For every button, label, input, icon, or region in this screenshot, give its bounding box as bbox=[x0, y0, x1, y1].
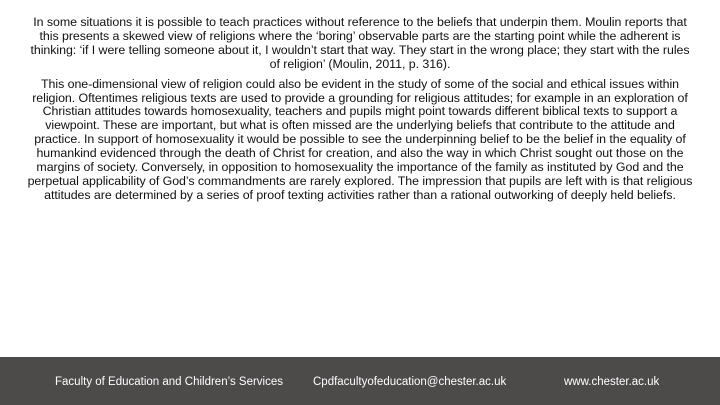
paragraph-practices-without-beliefs: In some situations it is possible to teach practices without reference to the beliefs that underpin them. Moulin reports that this presents a skewed view of religions where the ‘boring’ observable parts are the starting point while the adherent is thinking: ‘if I were telling someone about it, I wouldn’t start that way. They start in the wrong place; they start with the rules of religion’ (Moulin, 2011, p. 316). bbox=[30, 15, 690, 71]
slide-body bbox=[26, 16, 694, 209]
footer-bar bbox=[0, 357, 720, 405]
paragraph-one-dimensional-view: This one-dimensional view of religion could also be evident in the study of some of the social and ethical issues within religion. Oftentimes religious texts are used to provide a grounding for religious attitudes; for example in an exploration of Christian attitudes towards homosexuality, teachers and pupils might point towards different biblical texts to support a viewpoint. These are important, but what is often missed are the underlying beliefs that contribute to the attitude and practice. In support of homosexuality it would be possible to see the underpinning belief to be the belief in the equality of humankind evidenced through the death of Christ for creation, and also the way in which Christ sought out those on the margins of society. Conversely, in opposition to homosexuality the importance of the family as instituted by God and the perpetual applicability of God’s commandments are rarely explored. The impression that pupils are left with is that religious attitudes are determined by a series of proof texting activities rather than a rational outworking of deeply held beliefs. bbox=[27, 76, 693, 202]
footer-faculty-name: Faculty of Education and Children’s Services bbox=[55, 376, 283, 388]
footer-email[interactable]: Cpdfacultyofeducation@chester.ac.uk bbox=[313, 376, 507, 388]
footer-website-link[interactable]: www.chester.ac.uk bbox=[564, 376, 660, 388]
